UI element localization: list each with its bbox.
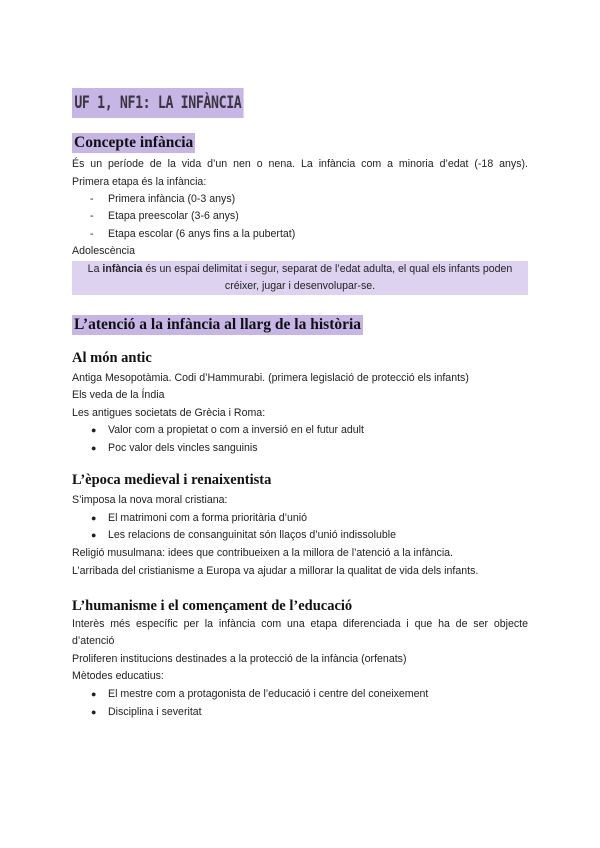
heading-concepte-infancia — [72, 133, 195, 153]
list-item: Valor com a propietat o com a inversió en el futur adult — [108, 424, 364, 436]
subheading-mon-antic: Al món antic — [72, 350, 152, 366]
dash-marker: - — [90, 193, 94, 205]
paragraph: S’imposa la nova moral cristiana: — [72, 494, 228, 506]
paragraph: L’arribada del cristianisme a Europa va ajudar a millorar la qualitat de vida dels infants. — [72, 565, 479, 577]
paragraph: Primera etapa és la infància: — [72, 176, 207, 188]
quote-bold-term: infància — [102, 263, 143, 275]
heading-text: L’atenció a la infància al llarg de la història — [74, 316, 362, 333]
list-item: Primera infància (0-3 anys) — [108, 193, 236, 205]
paragraph: És un període de la vida d’un nen o nena. La infància com a minoria d’edat (-18 anys). — [72, 158, 528, 170]
heading-text: Concepte infància — [74, 134, 194, 151]
page-title: UF 1, NF1: LA INFÀNCIA — [72, 88, 244, 118]
paragraph: Els veda de la Índia — [72, 389, 165, 401]
heading-atencio-historia — [72, 315, 363, 335]
quote-line-1 — [72, 261, 528, 278]
paragraph: d’atenció — [72, 635, 115, 647]
list-item: Les relacions de consanguinitat són llaços d’unió indissoluble — [108, 529, 396, 541]
quote-line-2: créixer, jugar i desenvolupar-se. — [224, 280, 376, 292]
paragraph: Antiga Mesopotàmia. Codi d’Hammurabi. (primera legislació de protecció els infants) — [72, 372, 469, 384]
bullet-marker: ● — [91, 425, 97, 435]
quote-text: és un espai delimitat i segur, separat de l’edat adulta, el qual els infants poden — [142, 263, 513, 275]
highlighted-quote — [72, 261, 528, 295]
paragraph: Les antigues societats de Grècia i Roma: — [72, 407, 266, 419]
bullet-marker: ● — [91, 689, 97, 699]
subheading-humanisme: L’humanisme i el començament de l’educació — [72, 598, 353, 614]
list-item: El mestre com a protagonista de l’educació i centre del coneixement — [108, 688, 429, 700]
list-item: Etapa preescolar (3-6 anys) — [108, 210, 239, 222]
paragraph: Mètodes educatius: — [72, 670, 164, 682]
list-item: Disciplina i severitat — [108, 706, 202, 718]
paragraph: Interès més específic per la infància com una etapa diferenciada i que ha de ser objecte — [72, 618, 528, 630]
bullet-marker: ● — [91, 513, 97, 523]
dash-marker: - — [90, 210, 94, 222]
list-item: Poc valor dels vincles sanguinis — [108, 442, 258, 454]
subheading-epoca-medieval: L’època medieval i renaixentista — [72, 472, 272, 488]
bullet-marker: ● — [91, 443, 97, 453]
quote-text: La — [87, 263, 103, 275]
paragraph: Proliferen institucions destinades a la protecció de la infància (orfenats) — [72, 653, 407, 665]
list-item: El matrimoni com a forma prioritària d’unió — [108, 512, 307, 524]
paragraph: Adolescència — [72, 245, 136, 257]
bullet-marker: ● — [91, 707, 97, 717]
list-item: Etapa escolar (6 anys fins a la pubertat) — [108, 228, 296, 240]
bullet-marker: ● — [91, 530, 97, 540]
paragraph: Religió musulmana: idees que contribueixen a la millora de l’atenció a la infància. — [72, 547, 454, 559]
dash-marker: - — [90, 228, 94, 240]
